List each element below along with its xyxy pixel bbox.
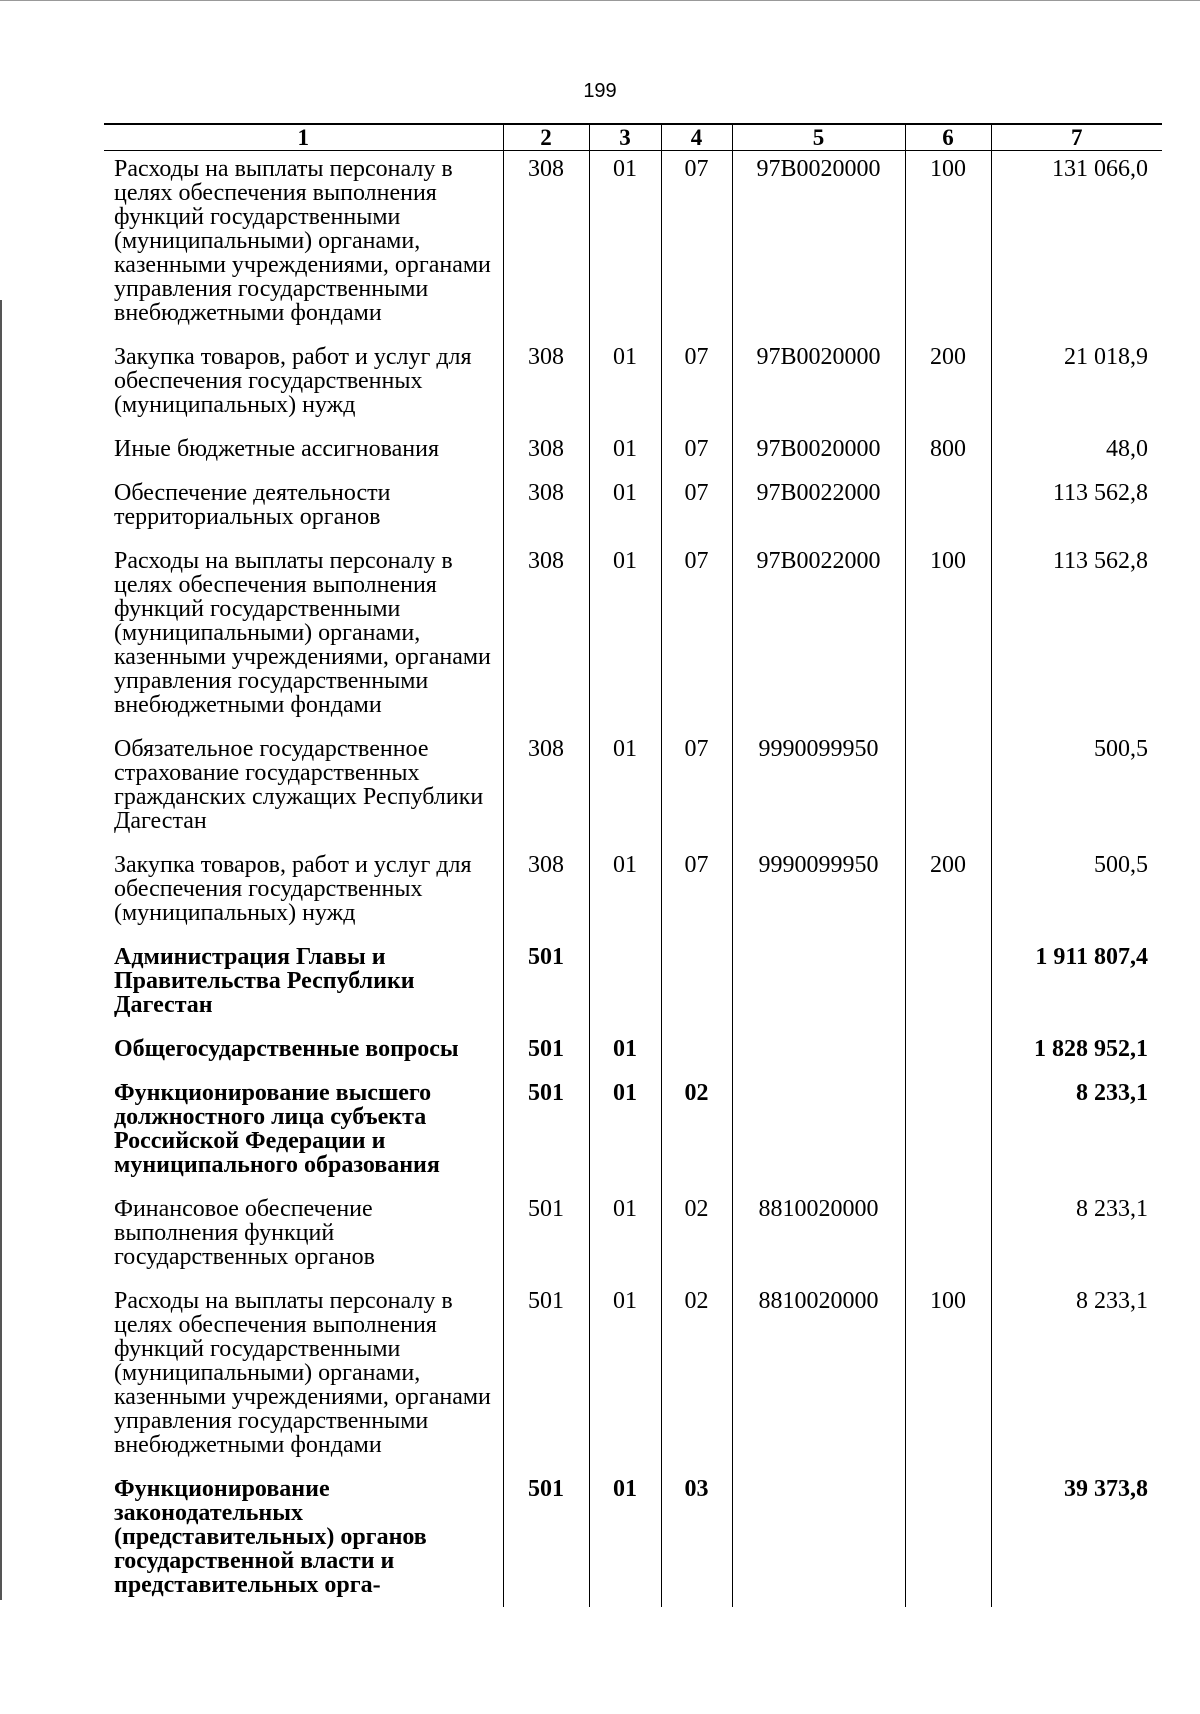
- row-amount: 113 562,8: [991, 471, 1162, 539]
- row-target-article: 8810020000: [732, 1187, 905, 1279]
- row-target-article: 97В0022000: [732, 471, 905, 539]
- scan-left-edge: [0, 300, 2, 1600]
- row-ministry-code: 308: [503, 335, 589, 427]
- row-section-code: 01: [589, 727, 661, 843]
- row-expense-type: 200: [905, 335, 991, 427]
- row-target-article: 97В0020000: [732, 427, 905, 471]
- row-name: Функционирование высшего должностного лица субъекта Российской Федерации и муниципального образования: [104, 1071, 503, 1187]
- row-target-article: 97В0022000: [732, 539, 905, 727]
- row-ministry-code: 501: [503, 1071, 589, 1187]
- table-body: [104, 151, 1162, 1608]
- row-section-code: 01: [589, 335, 661, 427]
- row-name: Обеспечение деятельности территориальных органов: [104, 471, 503, 539]
- row-section-code: 01: [589, 1467, 661, 1607]
- row-expense-type: [905, 727, 991, 843]
- table-header: [104, 124, 1162, 151]
- row-amount: 131 066,0: [991, 151, 1162, 336]
- row-subsection-code: [661, 935, 732, 1027]
- row-target-article: 9990099950: [732, 843, 905, 935]
- table-row: [104, 1071, 1162, 1187]
- row-target-article: 97В0020000: [732, 151, 905, 336]
- row-amount: 21 018,9: [991, 335, 1162, 427]
- row-subsection-code: 07: [661, 539, 732, 727]
- row-ministry-code: 501: [503, 1187, 589, 1279]
- row-subsection-code: 02: [661, 1071, 732, 1187]
- row-ministry-code: 308: [503, 151, 589, 336]
- row-name: Расходы на выплаты персоналу в целях обеспечения выполнения функций государственными (муниципальными) органами, казенными учреждениями, органами управления государственными внебюджетными фондами: [104, 1279, 503, 1467]
- table-row: [104, 539, 1162, 727]
- row-ministry-code: 308: [503, 727, 589, 843]
- row-expense-type: [905, 1027, 991, 1071]
- row-subsection-code: 07: [661, 151, 732, 336]
- header-col-2: 2: [503, 124, 589, 151]
- row-expense-type: [905, 1467, 991, 1607]
- row-subsection-code: 07: [661, 471, 732, 539]
- row-amount: 8 233,1: [991, 1187, 1162, 1279]
- scan-top-edge: [0, 0, 1200, 1]
- row-name: Закупка товаров, работ и услуг для обеспечения государственных (муниципальных) нужд: [104, 843, 503, 935]
- budget-table: [104, 123, 1162, 1607]
- row-amount: 8 233,1: [991, 1279, 1162, 1467]
- row-section-code: [589, 935, 661, 1027]
- row-name: Общегосударственные вопросы: [104, 1027, 503, 1071]
- row-subsection-code: 07: [661, 427, 732, 471]
- header-col-1: 1: [104, 124, 503, 151]
- table-row: [104, 335, 1162, 427]
- row-expense-type: [905, 1187, 991, 1279]
- row-target-article: [732, 1071, 905, 1187]
- row-subsection-code: 07: [661, 335, 732, 427]
- row-section-code: 01: [589, 843, 661, 935]
- table-row: [104, 843, 1162, 935]
- row-name: Закупка товаров, работ и услуг для обеспечения государственных (муниципальных) нужд: [104, 335, 503, 427]
- row-name: Администрация Главы и Правительства Республики Дагестан: [104, 935, 503, 1027]
- row-name: Расходы на выплаты персоналу в целях обеспечения выполнения функций государственными (муниципальными) органами, казенными учреждениями, органами управления государственными внебюджетными фондами: [104, 539, 503, 727]
- row-amount: 500,5: [991, 727, 1162, 843]
- row-amount: 39 373,8: [991, 1467, 1162, 1607]
- row-name: Иные бюджетные ассигнования: [104, 427, 503, 471]
- row-name: Расходы на выплаты персоналу в целях обеспечения выполнения функций государственными (муниципальными) органами, казенными учреждениями, органами управления государственными внебюджетными фондами: [104, 151, 503, 336]
- row-section-code: 01: [589, 1187, 661, 1279]
- row-section-code: 01: [589, 1279, 661, 1467]
- row-ministry-code: 501: [503, 935, 589, 1027]
- table-row: [104, 427, 1162, 471]
- row-expense-type: [905, 471, 991, 539]
- row-ministry-code: 308: [503, 843, 589, 935]
- row-target-article: [732, 1027, 905, 1071]
- table-row: [104, 935, 1162, 1027]
- row-expense-type: 100: [905, 539, 991, 727]
- table-row: [104, 1279, 1162, 1467]
- row-amount: 1 911 807,4: [991, 935, 1162, 1027]
- row-amount: 113 562,8: [991, 539, 1162, 727]
- row-ministry-code: 501: [503, 1279, 589, 1467]
- row-amount: 48,0: [991, 427, 1162, 471]
- row-ministry-code: 308: [503, 427, 589, 471]
- row-subsection-code: 07: [661, 727, 732, 843]
- row-section-code: 01: [589, 1071, 661, 1187]
- page-number: 199: [583, 80, 617, 102]
- row-target-article: 97В0020000: [732, 335, 905, 427]
- row-ministry-code: 308: [503, 471, 589, 539]
- header-col-7: 7: [991, 124, 1162, 151]
- header-col-6: 6: [905, 124, 991, 151]
- row-section-code: 01: [589, 1027, 661, 1071]
- header-col-3: 3: [589, 124, 661, 151]
- table-row: [104, 1027, 1162, 1071]
- row-subsection-code: 02: [661, 1187, 732, 1279]
- table-row: [104, 727, 1162, 843]
- header-col-5: 5: [732, 124, 905, 151]
- row-subsection-code: [661, 1027, 732, 1071]
- row-expense-type: 800: [905, 427, 991, 471]
- row-expense-type: 100: [905, 151, 991, 336]
- header-col-4: 4: [661, 124, 732, 151]
- row-target-article: [732, 1467, 905, 1607]
- table-row: [104, 151, 1162, 336]
- row-name: Финансовое обеспечение выполнения функций государственных органов: [104, 1187, 503, 1279]
- row-target-article: 8810020000: [732, 1279, 905, 1467]
- row-expense-type: 100: [905, 1279, 991, 1467]
- row-subsection-code: 03: [661, 1467, 732, 1607]
- row-expense-type: 200: [905, 843, 991, 935]
- row-expense-type: [905, 1071, 991, 1187]
- row-target-article: 9990099950: [732, 727, 905, 843]
- row-section-code: 01: [589, 151, 661, 336]
- row-subsection-code: 02: [661, 1279, 732, 1467]
- row-target-article: [732, 935, 905, 1027]
- row-name: Обязательное государственное страхование государственных гражданских служащих Республики Дагестан: [104, 727, 503, 843]
- row-section-code: 01: [589, 539, 661, 727]
- table-row: [104, 1187, 1162, 1279]
- row-ministry-code: 501: [503, 1027, 589, 1071]
- header-row: [104, 124, 1162, 151]
- row-amount: 500,5: [991, 843, 1162, 935]
- row-amount: 8 233,1: [991, 1071, 1162, 1187]
- row-amount: 1 828 952,1: [991, 1027, 1162, 1071]
- row-expense-type: [905, 935, 991, 1027]
- row-ministry-code: 501: [503, 1467, 589, 1607]
- row-ministry-code: 308: [503, 539, 589, 727]
- table-row: [104, 471, 1162, 539]
- row-section-code: 01: [589, 471, 661, 539]
- row-subsection-code: 07: [661, 843, 732, 935]
- row-name: Функционирование законодательных (представительных) органов государственной власти и представительных орга-: [104, 1467, 503, 1607]
- row-section-code: 01: [589, 427, 661, 471]
- table-row: [104, 1467, 1162, 1607]
